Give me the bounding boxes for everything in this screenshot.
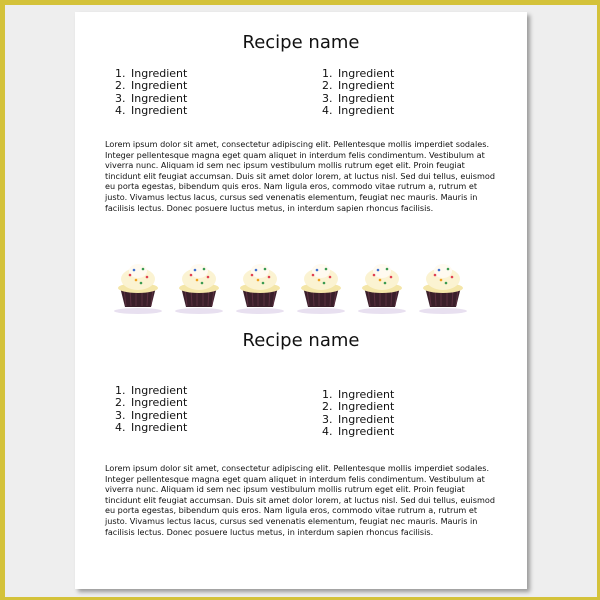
- ingredient-item: 1. Ingredient: [129, 385, 187, 397]
- ingredient-item: 2. Ingredient: [129, 80, 187, 92]
- cupcake-row: [110, 255, 490, 315]
- ingredient-item: 3. Ingredient: [336, 93, 394, 105]
- recipe-1-ingredients-left: [107, 68, 187, 118]
- ingredient-item: 2. Ingredient: [336, 80, 394, 92]
- ingredient-item: 4. Ingredient: [336, 105, 394, 117]
- cupcake-icon: [110, 255, 166, 315]
- recipe-2-description: Lorem ipsum dolor sit amet, consectetur adipiscing elit. Pellentesque mollis imperdiet sodales. Integer pellentesque magna eget quam aliquet in interdum felis condimentum. Vestibulum at viverra nunc. Aliquam id sem nec ipsum vestibulum mollis rutrum eget elit. Proin feugiat tincidunt elit feugiat accumsan. Duis sit amet dolor lorem, at luctus nisl. Sed dui tellus, euismod eu porta egestas, bibendum quis eros. Nam ligula eros, commodo vitae rutrum a, rutrum et justo. Vivamus lectus lacus, cursus sed venenatis elementum, feugiat nec mauris. Mauris in facilisis lectus. Donec posuere luctus metus, in interdum sapien rhoncus facilisis.: [105, 463, 495, 537]
- cupcake-icon: [354, 255, 410, 315]
- cupcake-icon: [415, 255, 471, 315]
- ingredient-item: 3. Ingredient: [129, 93, 187, 105]
- outer-frame: [1, 1, 599, 599]
- ingredient-item: 4. Ingredient: [336, 426, 394, 438]
- canvas-background: [5, 5, 597, 597]
- recipe-1-ingredients-right: [314, 68, 394, 118]
- ingredient-item: 3. Ingredient: [336, 414, 394, 426]
- cupcake-icon: [293, 255, 349, 315]
- ingredient-item: 3. Ingredient: [129, 410, 187, 422]
- ingredient-item: 1. Ingredient: [336, 68, 394, 80]
- recipe-1-description: Lorem ipsum dolor sit amet, consectetur adipiscing elit. Pellentesque mollis imperdiet sodales. Integer pellentesque magna eget quam aliquet in interdum felis condimentum. Vestibulum at viverra nunc. Aliquam id sem nec ipsum vestibulum mollis rutrum eget elit. Proin feugiat tincidunt elit feugiat accumsan. Duis sit amet dolor lorem, at luctus nisl. Sed dui tellus, euismod eu porta egestas, bibendum quis eros. Nam ligula eros, commodo vitae rutrum a, rutrum et justo. Vivamus lectus lacus, cursus sed venenatis elementum, feugiat nec mauris. Mauris in facilisis lectus. Donec posuere luctus metus, in interdum sapien rhoncus facilisis.: [105, 139, 495, 213]
- ingredient-item: 2. Ingredient: [129, 397, 187, 409]
- recipe-2-ingredients-left: [107, 385, 187, 435]
- recipe-2-ingredients-right: [314, 389, 394, 439]
- ingredient-item: 2. Ingredient: [336, 401, 394, 413]
- cupcake-icon: [232, 255, 288, 315]
- ingredient-item: 4. Ingredient: [129, 105, 187, 117]
- recipe-1-title: Recipe name: [242, 32, 360, 53]
- ingredient-item: 4. Ingredient: [129, 422, 187, 434]
- cupcake-icon: [171, 255, 227, 315]
- ingredient-item: 1. Ingredient: [336, 389, 394, 401]
- document-page: [75, 12, 527, 589]
- recipe-2-title: Recipe name: [242, 330, 360, 351]
- ingredient-item: 1. Ingredient: [129, 68, 187, 80]
